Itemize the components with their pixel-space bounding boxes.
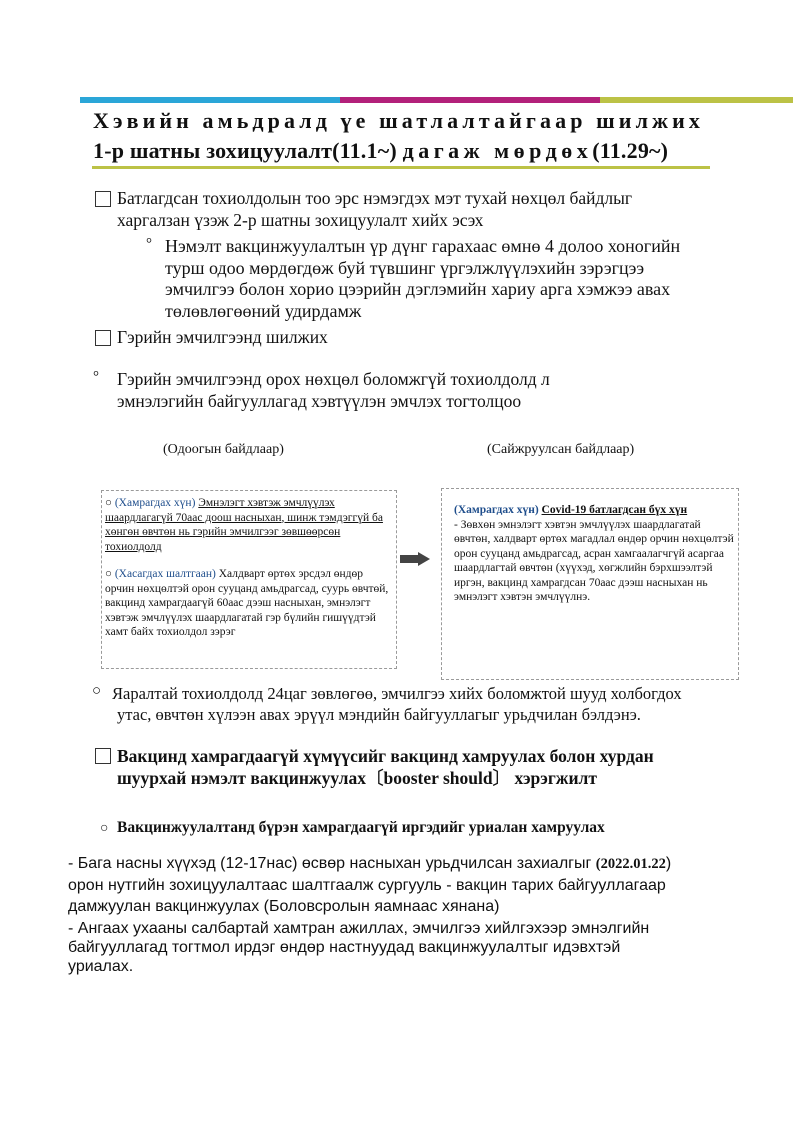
section1-bullet: Нэмэлт вакцинжуулалтын үр дүнг гарахаас өмнө 4 долоо хоногийн турш одоо мөрдөгдөж буй түвшинг үргэлжлүүлэхийн зэрэгцээ эмчилгээ болон хорио цээрийн дэглэмийн хариу арга хэмжээ авах төлөвлөгөөний удирдамж bbox=[165, 236, 681, 321]
title-line-1: Хэвийн амьдралд үе шатлалтайгаар шилжих bbox=[93, 108, 704, 133]
improved-box-heading: (Хамрагдах хүн) Covid-19 батлагдсан бүх хүн bbox=[454, 504, 688, 516]
title-line-2: 1-р шатны зохицуулалт(11.1~) дагаж мөрдөх(11.29~) bbox=[93, 138, 669, 163]
page-title bbox=[93, 106, 704, 166]
section2-note: Яаралтай тохиолдолд 24цаг зөвлөгөө, эмчилгээ хийх боломжтой шууд холбогдох утас, өвчтөн хүлээн авах эрүүл мэндийн байгууллагыг урьдчилан бэлдэнэ. bbox=[112, 684, 682, 724]
improved-box bbox=[441, 488, 739, 680]
section2-bullet: Гэрийн эмчилгээнд орох нөхцөл боломжгүй тохиолдолд л эмнэлэгийн байгууллагад хэвтүүлэн эмчлэх тогтолцоо bbox=[117, 369, 550, 411]
section3-paragraph-1: - Бага насны хүүхэд (12-17нас) өсвөр насныхан урьдчилсан захиалгыг (2022.01.22) орон нутгийн зохицуулалтаас шалтгаалж сургууль - вакцин тарих байгууллагаар дамжуулан вакцинжуулах (Боловсролын яамнаас хянана) bbox=[68, 855, 672, 915]
top-bar-magenta bbox=[340, 97, 600, 103]
top-bar-green bbox=[600, 97, 793, 103]
circle-bullet-icon: ○ bbox=[92, 683, 102, 699]
label-improved: (Сайжруулсан байдлаар) bbox=[487, 442, 635, 457]
current-box-p1: ○ (Хамрагдах хүн) Эмнэлэгт хэвтэж эмчлүүлэх шаардлагагүй 70аас доош насныхан, шинж тэмдэггүй ба хөнгөн өвчтөн нь гэрийн эмчилгээг зөвшөөрсөн тохиолдолд bbox=[105, 497, 383, 553]
section1-text: Батлагдсан тохиолдолын тоо эрс нэмэгдэх мэт тухай нөхцөл байдлыг харгалзан үзэж 2-р шатны зохицуулалт хийх эсэх bbox=[117, 188, 633, 230]
section3-paragraph-2: - Ангаах ухааны салбартай хамтран ажиллах, эмчилгээ хийлгэхээр эмнэлгийн байгууллагад тогтмол ирдэг өндөр настнуудад вакцинжуулалтыг идэвхтэй уриалах. bbox=[68, 920, 650, 975]
current-box-p2: ○ (Хасагдах шалтгаан) Халдварт өртөх эрсдэл өндөр орчин нөхцөлтэй орон сууцанд амьдрагсад, суурь өвчтөй, вакцинд хамрагдаагүй 60аас дээш насныхан, эмнэлэгт хэвтэж эмчлүүлэх шаардлагатай гэр бүлийн гишүүдтэй хамт байх тохиолдол зэрэг bbox=[105, 568, 389, 638]
section3-subheading: Вакцинжуулалтанд бүрэн хамрагдаагүй иргэдийг уриалан хамруулах bbox=[117, 819, 605, 836]
top-bar-blue bbox=[80, 97, 340, 103]
label-current: (Одоогын байдлаар) bbox=[163, 442, 284, 457]
degree-bullet-icon: ° bbox=[146, 236, 152, 252]
checkbox-icon bbox=[95, 748, 111, 764]
section2-heading: Гэрийн эмчилгээнд шилжих bbox=[117, 327, 328, 347]
right-arrow-icon bbox=[400, 552, 430, 566]
circle-bullet-icon: ○ bbox=[100, 821, 109, 836]
section3-heading: Вакцинд хамрагдаагүй хүмүүсийг вакцинд хамруулах болон хурдан шуурхай нэмэлт вакцинжуулах〔booster should〕 хэрэгжилт bbox=[117, 746, 654, 788]
improved-box-text: - Зөвхөн эмнэлэгт хэвтэн эмчлүүлэх шаардлагатай өвчтөн, халдварт өртөх магадлал өндөр орчин нөхцөлтэй орон сууцанд амьдрагсад, асран хамгаалагчгүй асаргаа шаардлагтай өвчтөн (хүүхэд, хөгжлийн бэрхшээлтэй иргэн, вакцинд хамрагдсан 70аас дээш насныхан нь эмнэлэгт хэвтэн эмчлүүлнэ. bbox=[454, 518, 734, 603]
degree-bullet-icon: ° bbox=[93, 369, 99, 385]
title-underline bbox=[92, 166, 710, 169]
checkbox-icon bbox=[95, 330, 111, 346]
checkbox-icon bbox=[95, 191, 111, 207]
current-box bbox=[101, 490, 397, 669]
